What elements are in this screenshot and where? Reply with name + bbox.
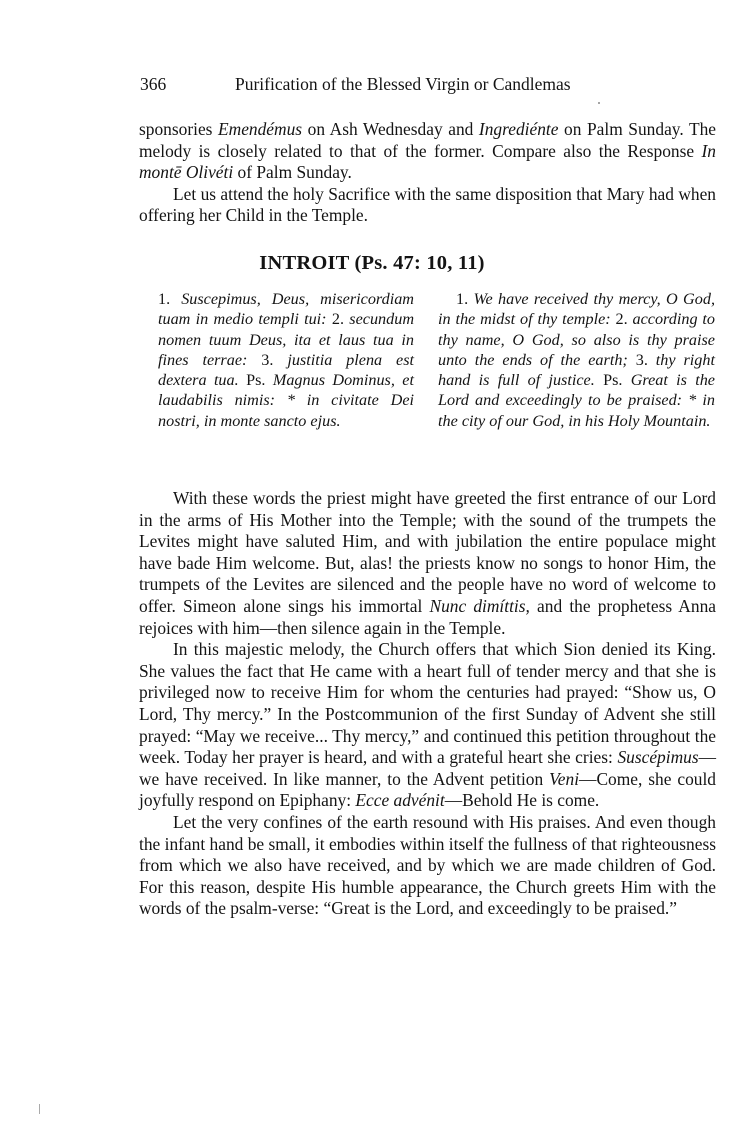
commentary-paragraph-3: Let the very confines of the earth resound with His praises. And even though the infant hand be small, it embodies within itself the fullness of that righteousness from which we also have received, and by which we are made children of God. For this reason, despite His humble appearance, the Church greets Him with the words of the psalm-verse: “Great is the Lord, and exceedingly to be praised.” (139, 811, 716, 919)
intro-text (139, 119, 716, 227)
introit-english-column: 1. We have received thy mercy, O God, in the midst of thy temple: 2. according to thy name, O God, so also is thy praise unto the ends of the earth; 3. thy right hand is full of justice. Ps. Great is the Lord and exceedingly to be praised: * in the city of our God, in his Holy Mountain. (438, 290, 715, 430)
running-header (140, 74, 720, 95)
intro-paragraph-2: Let us attend the holy Sacrifice with the same disposition that Mary had when offering her Child in the Temple. (139, 183, 716, 226)
margin-mark (39, 1104, 40, 1114)
commentary-text (139, 488, 716, 920)
commentary-paragraph-2: In this majestic melody, the Church offers that which Sion denied its King. She values the fact that He came with a heart full of tender mercy and that she is privileged now to receive Him for whom the centuries had prayed: “Show us, O Lord, Thy mercy.” In the Postcommunion of the first Sunday of Advent she still prayed: “May we receive... Thy mercy,” and continued this petition throughout the week. Today her prayer is heard, and with a grateful heart she cries: Suscépimus—we have received. In like manner, to the Advent petition Veni—Come, she could joyfully respond on Epiphany: Ecce advénit—Behold He is come. (139, 639, 716, 811)
commentary-paragraph-1: With these words the priest might have greeted the first entrance of our Lord in the arms of His Mother into the Temple; with the sound of the trumpets the Levites might have saluted Him, and with jubilation the entire populace might have bade Him welcome. But, alas! the priests know no songs to honor Him, the trumpets of the Levites are silenced and the people have no word of welcome to offer. Simeon alone sings his immortal Nunc dimíttis, and the prophetess Anna rejoices with him—then silence again in the Temple. (139, 488, 716, 638)
intro-paragraph-1: sponsories Emendémus on Ash Wednesday and Ingrediénte on Palm Sunday. The melody is closely related to that of the former. Compare also the Response In montē Olivéti of Palm Sunday. (139, 119, 716, 183)
introit-heading: INTROIT (Ps. 47: 10, 11) (259, 252, 485, 274)
running-title: Purification of the Blessed Virgin or Candlemas (235, 74, 571, 94)
speck-mark (598, 102, 600, 104)
page-number: 366 (140, 74, 167, 94)
introit-latin-column: 1. Suscepimus, Deus, misericordiam tuam in medio templi tui: 2. secundum nomen tuum Deus, ita et laus tua in fines terrae: 3. justitia plena est dextera tua. Ps. Magnus Dominus, et laudabilis nimis: * in civitate Dei nostri, in monte sancto ejus. (158, 290, 415, 430)
